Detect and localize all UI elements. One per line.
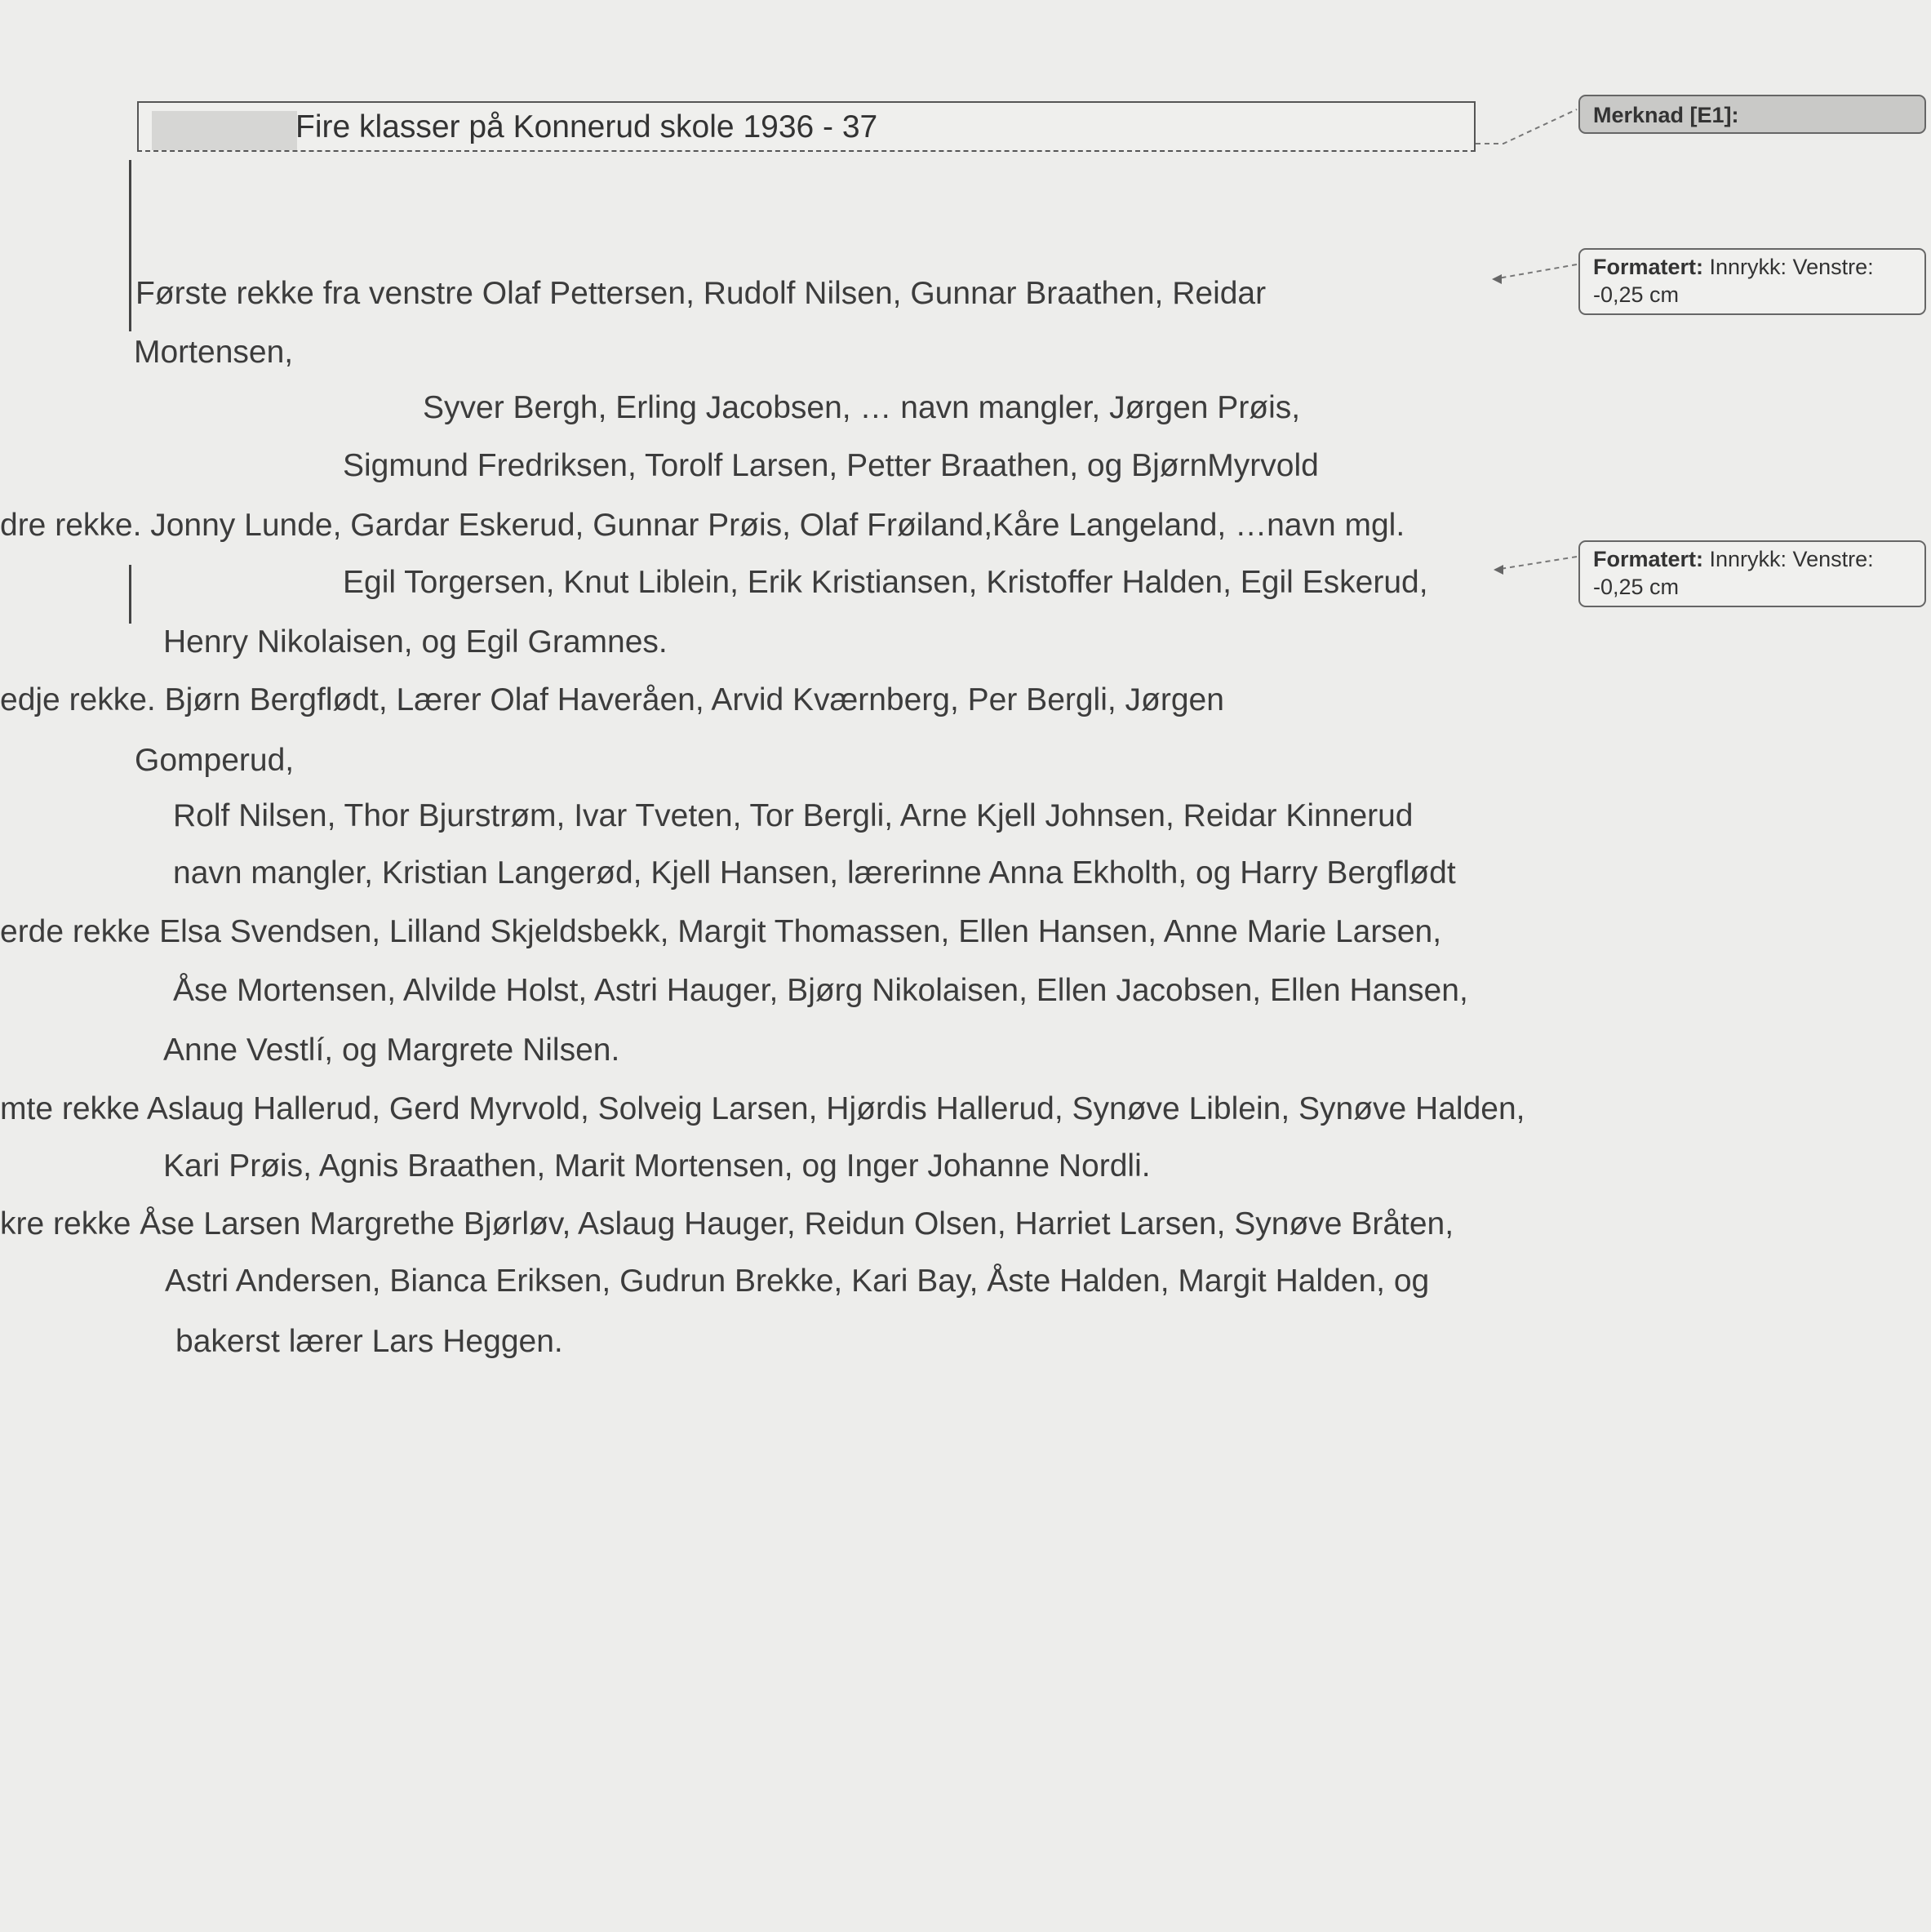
comment-label: Merknad [E1]: xyxy=(1593,103,1739,127)
text-line[interactable]: Henry Nikolaisen, og Egil Gramnes. xyxy=(163,624,668,660)
text-line[interactable]: Første rekke fra venstre Olaf Pettersen, Rudolf Nilsen, Gunnar Braathen, Reidar xyxy=(135,276,1267,311)
text-line[interactable]: Rolf Nilsen, Thor Bjurstrøm, Ivar Tveten, Tor Bergli, Arne Kjell Johnsen, Reidar Kinnerud xyxy=(173,798,1414,833)
text-line[interactable]: bakerst lærer Lars Heggen. xyxy=(175,1324,563,1359)
comment-balloon-merknad[interactable] xyxy=(1578,95,1926,134)
text-line[interactable]: Astri Andersen, Bianca Eriksen, Gudrun Brekke, Kari Bay, Åste Halden, Margit Halden, og xyxy=(165,1264,1430,1299)
comment-label: Formatert: xyxy=(1593,547,1704,571)
comment-text: Innrykk: Venstre: -0,25 cm xyxy=(1593,255,1874,307)
text-line[interactable]: Åse Mortensen, Alvilde Holst, Astri Hauger, Bjørg Nikolaisen, Ellen Jacobsen, Ellen Hansen, xyxy=(173,973,1468,1008)
comment-balloon-formatting[interactable] xyxy=(1578,248,1926,315)
comment-label: Formatert: xyxy=(1593,255,1704,279)
text-line[interactable]: Sigmund Fredriksen, Torolf Larsen, Petter Braathen, og BjørnMyrvold xyxy=(343,448,1319,483)
text-line[interactable]: mte rekke Aslaug Hallerud, Gerd Myrvold, Solveig Larsen, Hjørdis Hallerud, Synøve Liblein, Synøve Halden, xyxy=(0,1091,1525,1126)
text-line[interactable]: Anne Vestlí, og Margrete Nilsen. xyxy=(163,1033,620,1068)
document-title[interactable]: Fire klasser på Konnerud skole 1936 - 37 xyxy=(295,109,878,144)
text-line[interactable]: Gomperud, xyxy=(135,743,295,778)
text-line[interactable]: Kari Prøis, Agnis Braathen, Marit Mortensen, og Inger Johanne Nordli. xyxy=(163,1148,1151,1184)
text-line[interactable]: edje rekke. Bjørn Bergflødt, Lærer Olaf Haveråen, Arvid Kværnberg, Per Bergli, Jørgen xyxy=(0,682,1224,717)
text-line[interactable]: navn mangler, Kristian Langerød, Kjell Hansen, lærerinne Anna Ekholth, og Harry Bergflødt xyxy=(173,855,1456,890)
text-line[interactable]: erde rekke Elsa Svendsen, Lilland Skjeldsbekk, Margit Thomassen, Ellen Hansen, Anne Marie Larsen, xyxy=(0,914,1442,949)
text-line[interactable]: kre rekke Åse Larsen Margrethe Bjørløv, Aslaug Hauger, Reidun Olsen, Harriet Larsen, Synøve Bråten, xyxy=(0,1206,1454,1241)
text-line[interactable]: Syver Bergh, Erling Jacobsen, … navn mangler, Jørgen Prøis, xyxy=(423,390,1301,425)
comment-text: Innrykk: Venstre: -0,25 cm xyxy=(1593,547,1874,599)
text-line[interactable]: dre rekke. Jonny Lunde, Gardar Eskerud, Gunnar Prøis, Olaf Frøiland,Kåre Langeland, …navn mgl. xyxy=(0,508,1405,543)
text-line[interactable]: Egil Torgersen, Knut Liblein, Erik Kristiansen, Kristoffer Halden, Egil Eskerud, xyxy=(343,565,1428,600)
text-line[interactable]: Mortensen, xyxy=(134,335,294,370)
comment-balloon-formatting[interactable] xyxy=(1578,540,1926,607)
